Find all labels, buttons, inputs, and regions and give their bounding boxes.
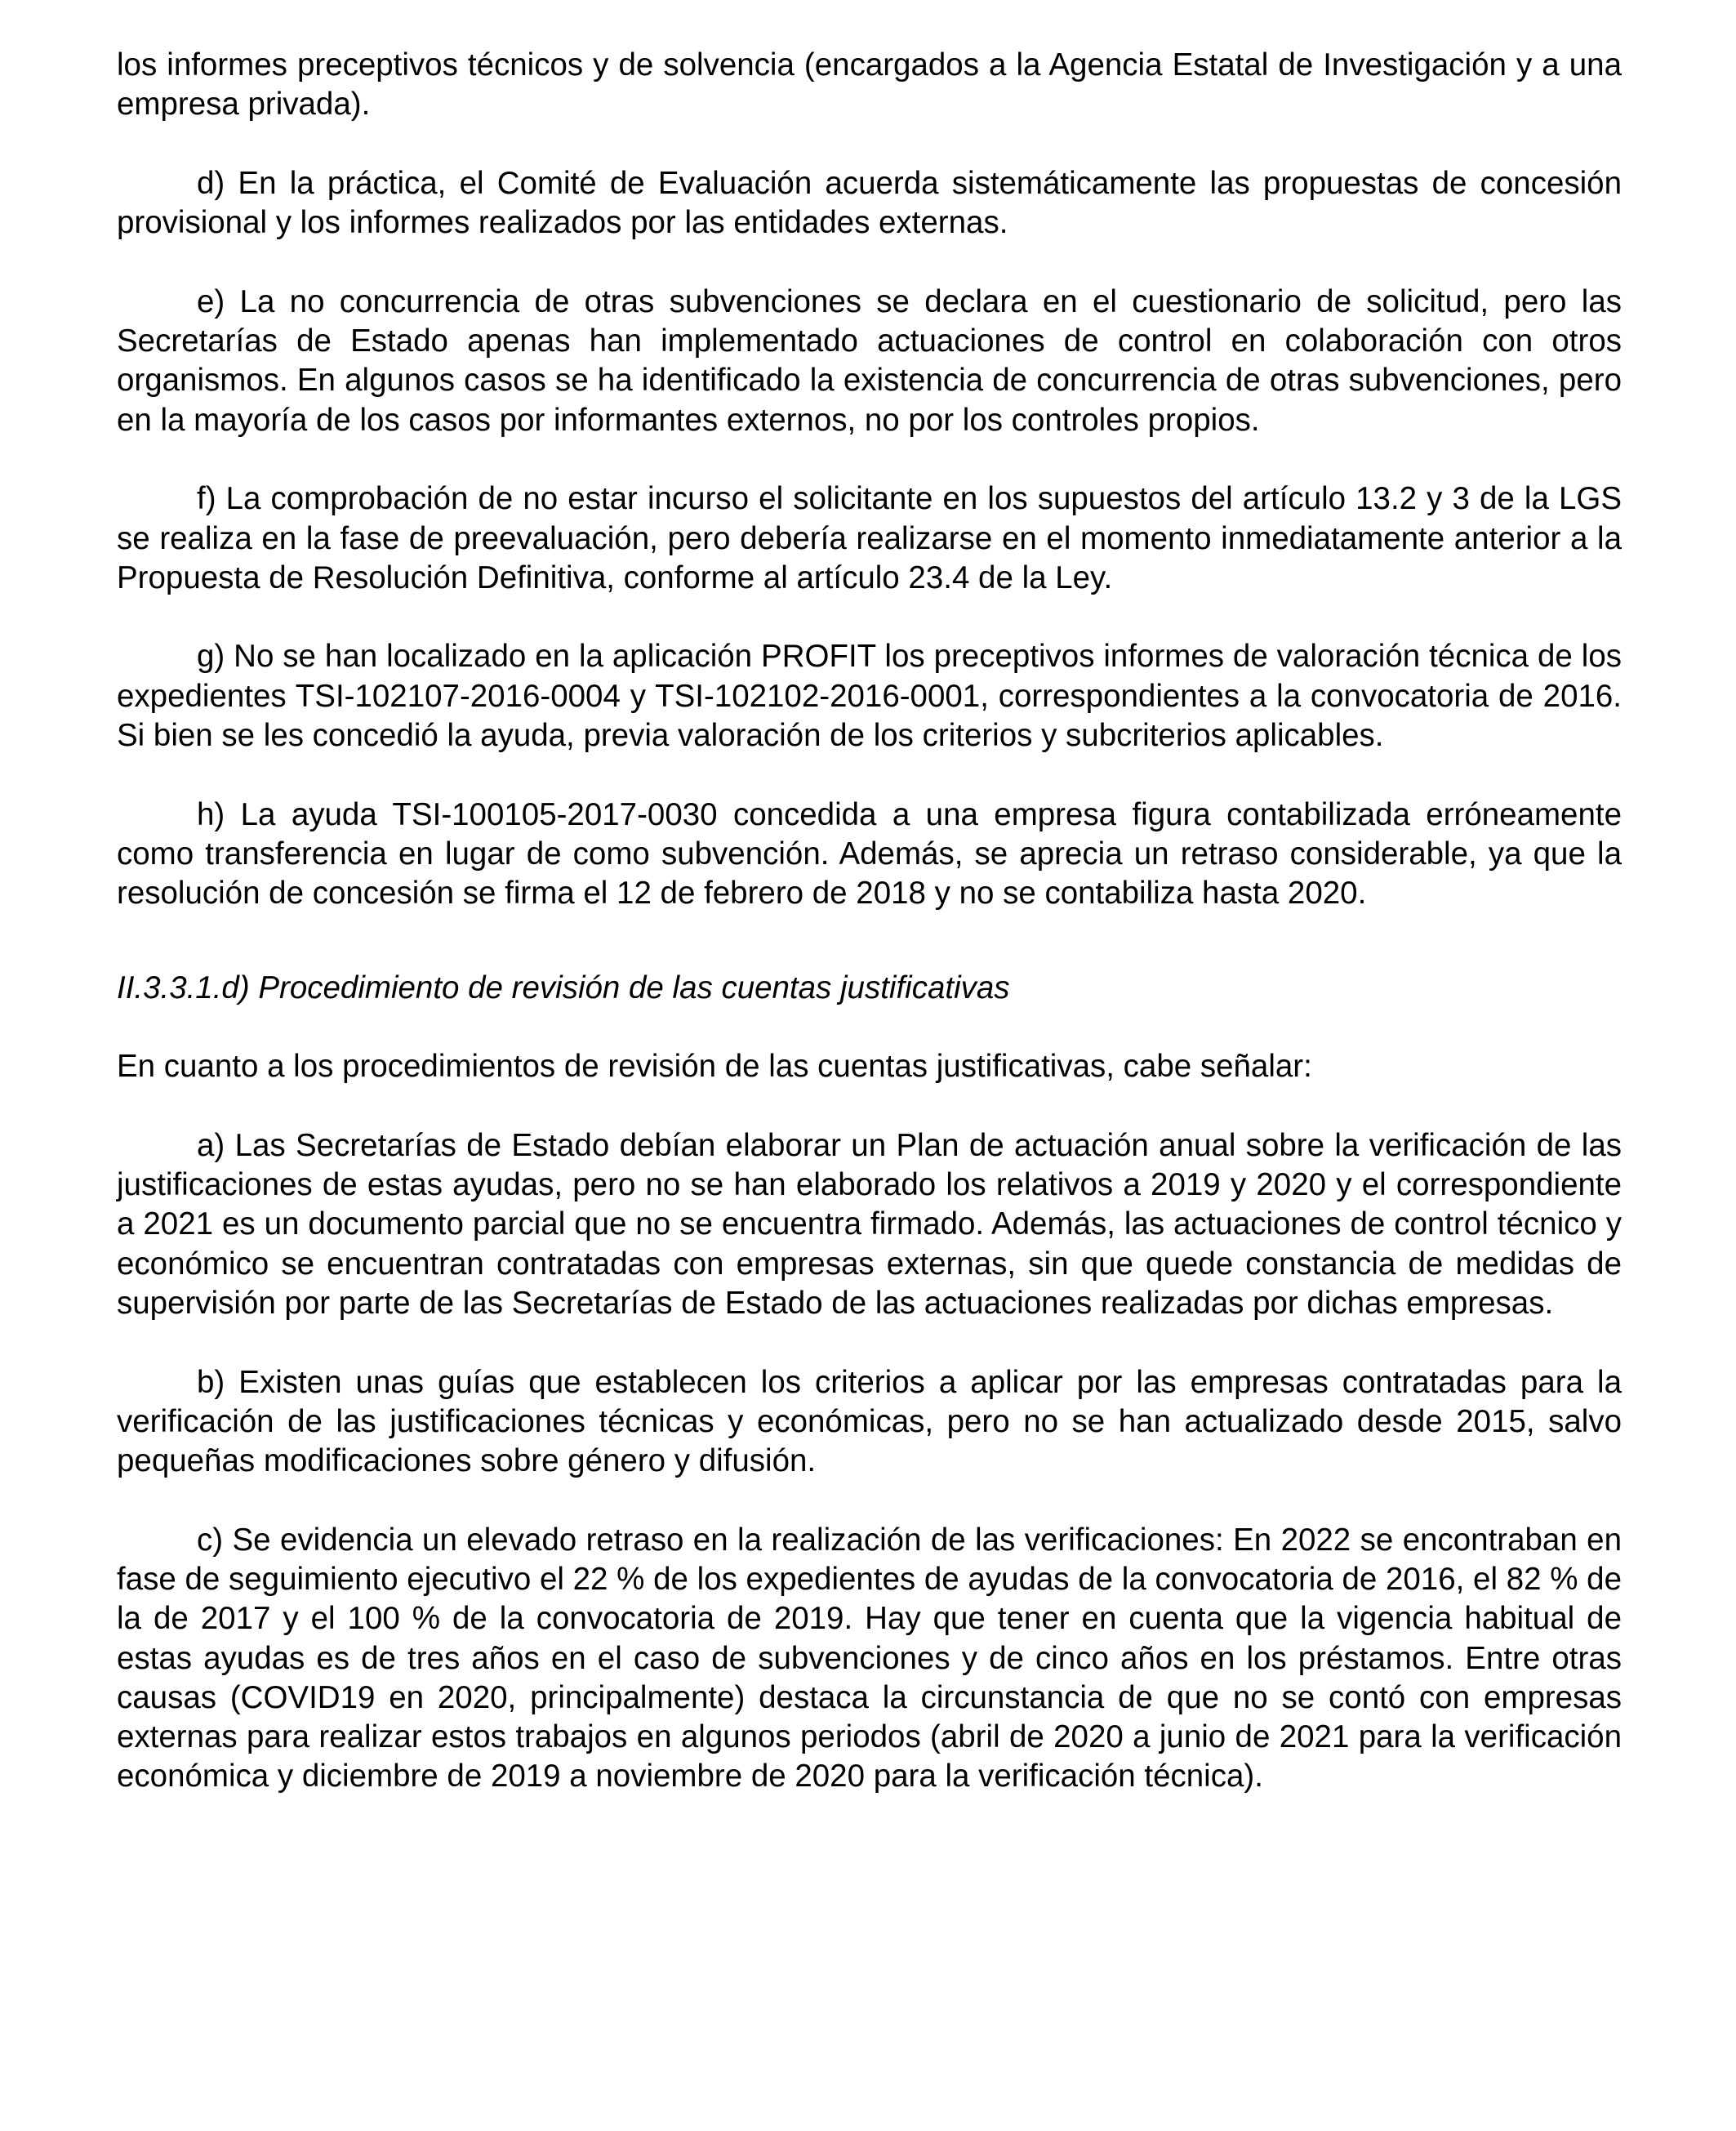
continuation-paragraph: los informes preceptivos técnicos y de solvencia (encargados a la Agencia Estatal de Investigación y a una empresa privada). [117, 47, 1622, 123]
document-page [117, 46, 1622, 1836]
finding-f-paragraph: f) La comprobación de no estar incurso el solicitante en los supuestos del artículo 13.2 y 3 de la LGS se realiza en la fase de preevaluación, pero debería realizarse en el momento inmediatamente anterior a la Propuesta de Resolución Definitiva, conforme al artículo 23.4 de la Ley. [117, 481, 1622, 595]
finding-d-paragraph: d) En la práctica, el Comité de Evaluación acuerda sistemáticamente las propuestas de concesión provisional y los informes realizados por las entidades externas. [117, 165, 1622, 241]
review-finding-c-paragraph: c) Se evidencia un elevado retraso en la realización de las verificaciones: En 2022 se encontraban en fase de seguimiento ejecutivo el 22 % de los expedientes de ayudas de la convocatoria de 2016, el 82 % de la de 2017 y el 100 % de la convocatoria de 2019. Hay que tener en cuenta que la vigencia habitual de estas ayudas es de tres años en el caso de subvenciones y de cinco años en los préstamos. Entre otras causas (COVID19 en 2020, principalmente) destaca la circunstancia de que no se contó con empresas externas para realizar estos trabajos en algunos periodos (abril de 2020 a junio de 2021 para la verificación económica y diciembre de 2019 a noviembre de 2020 para la verificación técnica). [117, 1522, 1622, 1794]
finding-g-paragraph: g) No se han localizado en la aplicación PROFIT los preceptivos informes de valoración técnica de los expedientes TSI-102107-2016-0004 y TSI-102102-2016-0001, correspondientes a la convocatoria de 2016. Si bien se les concedió la ayuda, previa valoración de los criterios y subcriterios aplicables. [117, 639, 1622, 754]
review-finding-a-paragraph: a) Las Secretarías de Estado debían elaborar un Plan de actuación anual sobre la verificación de las justificaciones de estas ayudas, pero no se han elaborado los relativos a 2019 y 2020 y el correspondiente a 2021 es un documento parcial que no se encuentra firmado. Además, las actuaciones de control técnico y económico se encuentran contratadas con empresas externas, sin que quede constancia de medidas de supervisión por parte de las Secretarías de Estado de las actuaciones realizadas por dichas empresas. [117, 1127, 1622, 1321]
finding-h-paragraph: h) La ayuda TSI-100105-2017-0030 concedida a una empresa figura contabilizada erróneamente como transferencia en lugar de como subvención. Además, se aprecia un retraso considerable, ya que la resolución de concesión se firma el 12 de febrero de 2018 y no se contabiliza hasta 2020. [117, 796, 1622, 912]
review-finding-b-paragraph: b) Existen unas guías que establecen los criterios a aplicar por las empresas contratadas para la verificación de las justificaciones técnicas y económicas, pero no se han actualizado desde 2015, salvo pequeñas modificaciones sobre género y difusión. [117, 1364, 1622, 1479]
section-intro: En cuanto a los procedimientos de revisión de las cuentas justificativas, cabe señalar: [117, 1049, 1312, 1085]
finding-e-paragraph: e) La no concurrencia de otras subvenciones se declara en el cuestionario de solicitud, pero las Secretarías de Estado apenas han implementado actuaciones de control en colaboración con otros organismos. En algunos casos se ha identificado la existencia de concurrencia de otras subvenciones, pero en la mayoría de los casos por informantes externos, no por los controles propios. [117, 283, 1622, 438]
section-heading: II.3.3.1.d) Procedimiento de revisión de las cuentas justificativas [117, 970, 1010, 1005]
